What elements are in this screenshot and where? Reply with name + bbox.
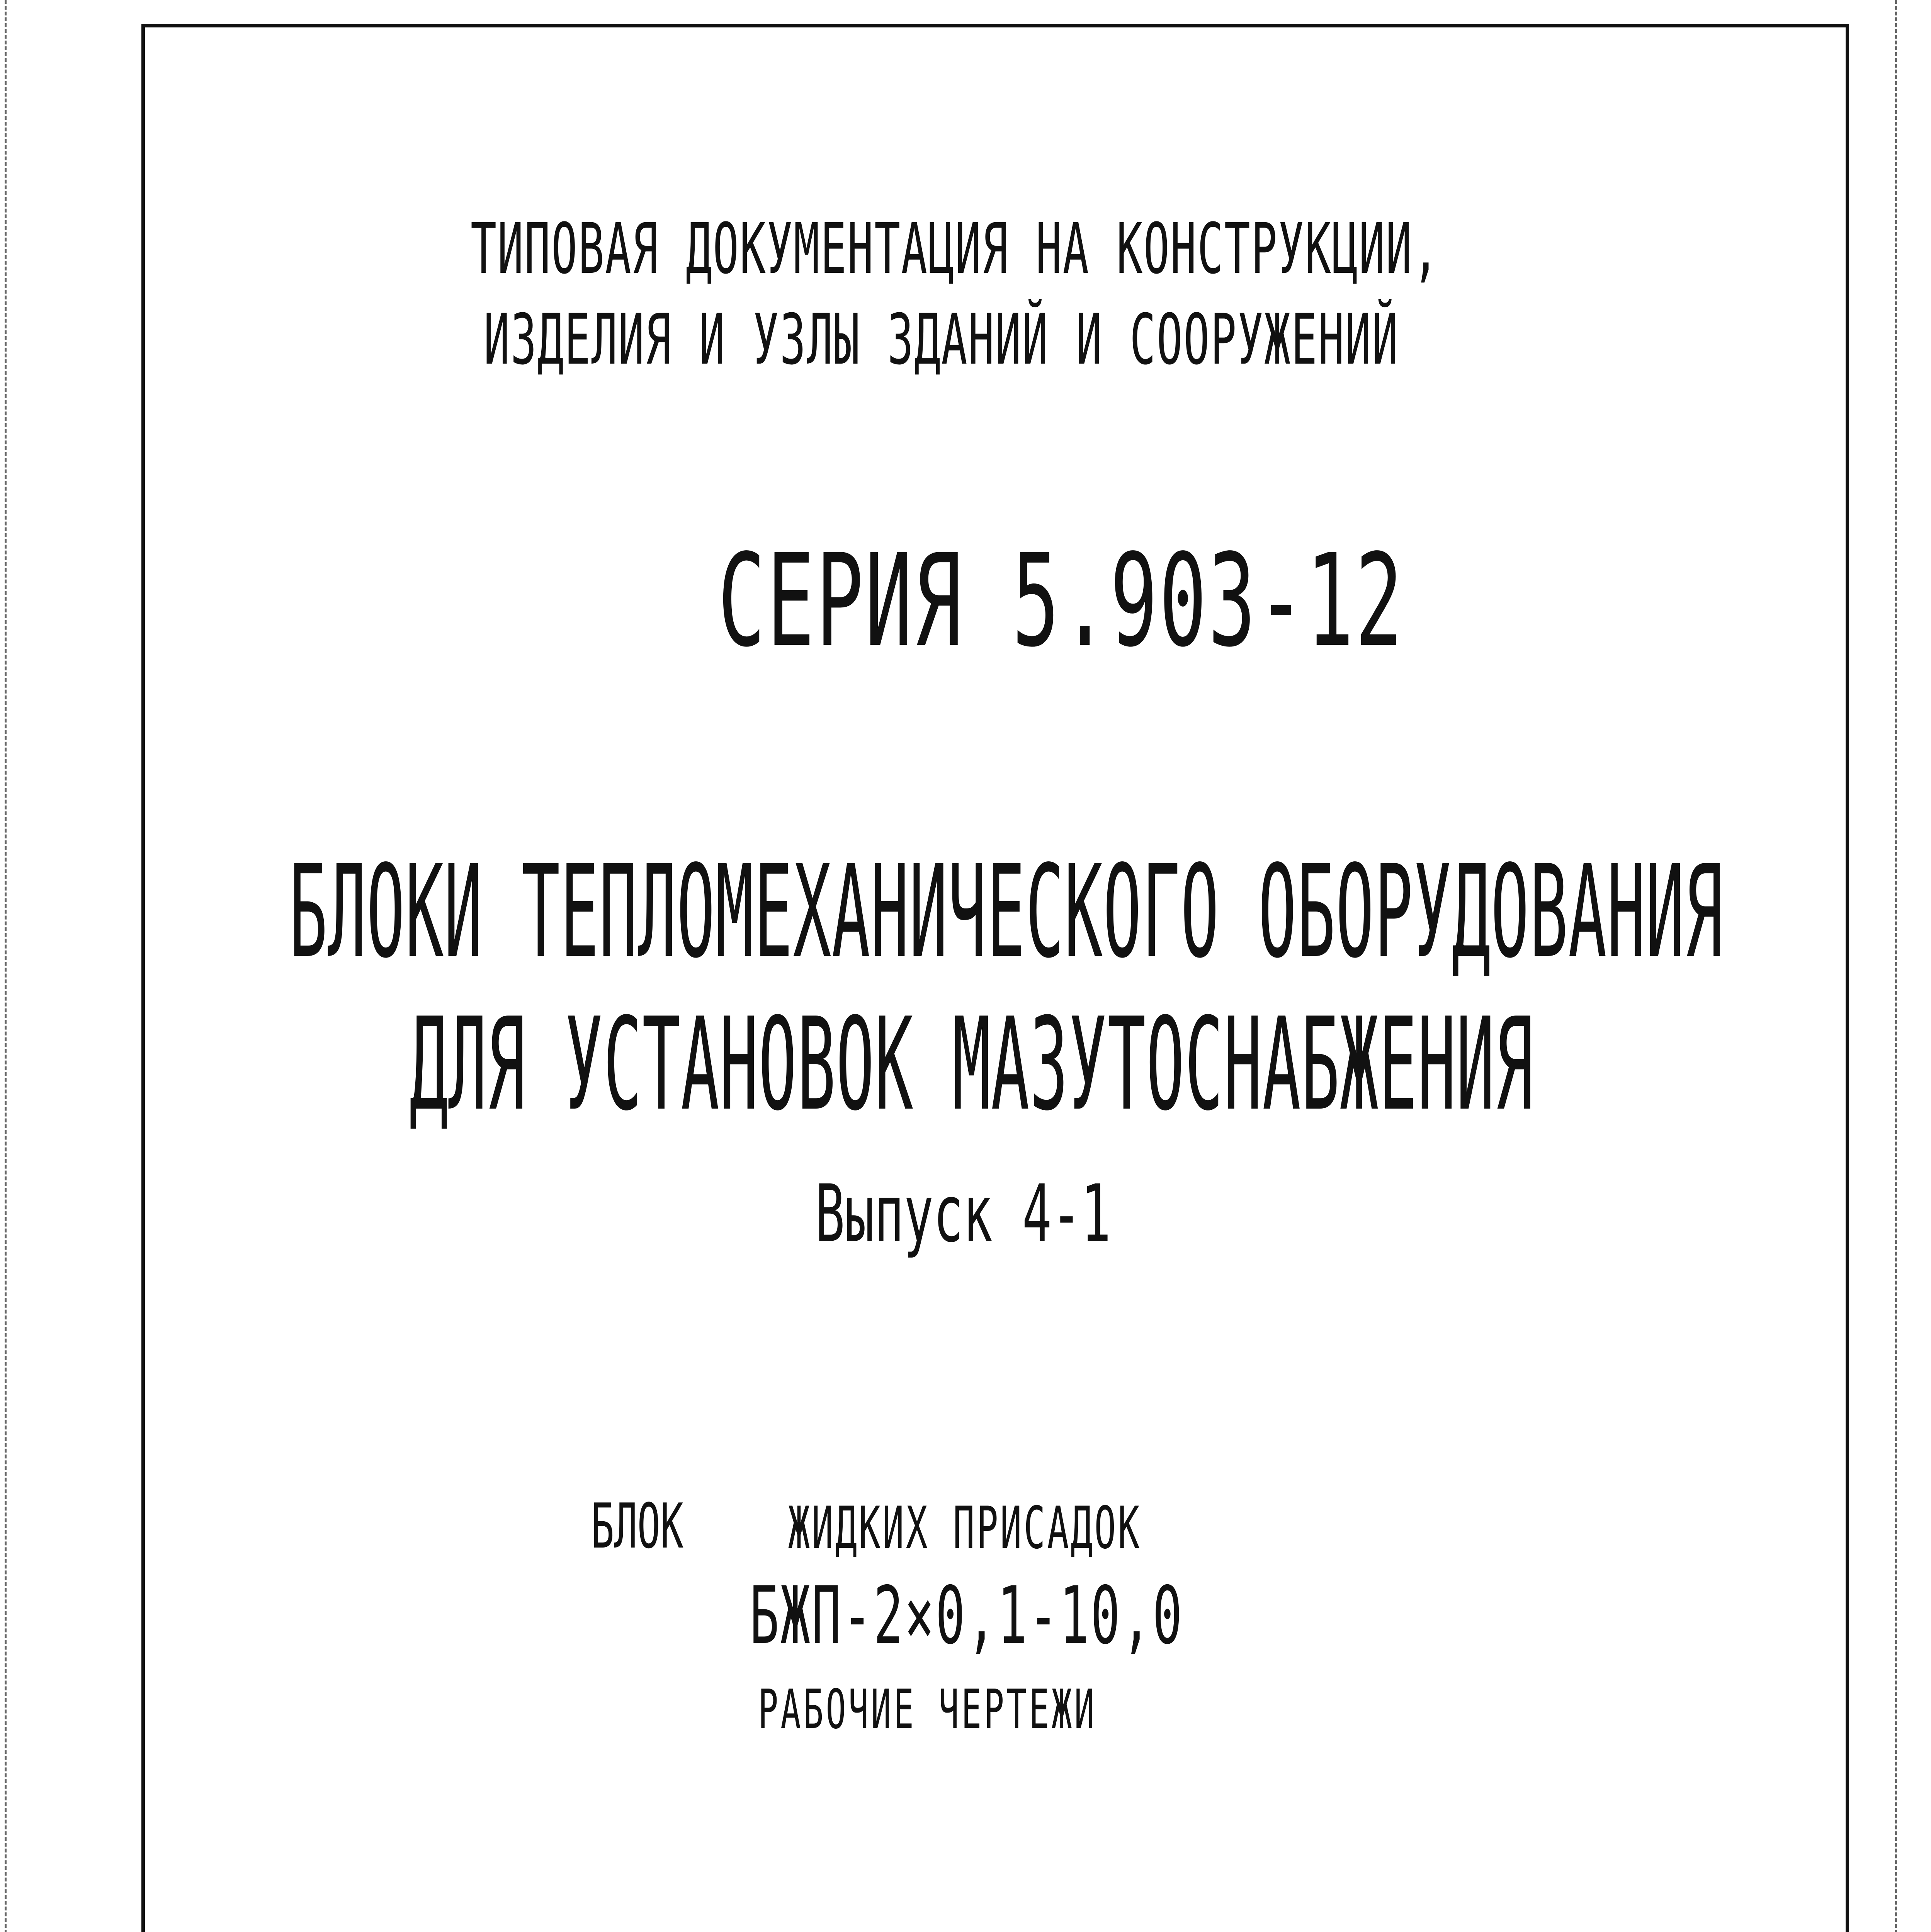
sheet-edge-right: [1895, 0, 1897, 1932]
block-word: БЛОК: [591, 1490, 683, 1562]
series-title: СЕРИЯ 5.903-12: [718, 527, 1404, 675]
block-code: БЖП-2×0,1-10,0: [750, 1570, 1184, 1662]
block-description: ЖИДКИХ ПРИСАДОК: [788, 1495, 1142, 1562]
header-line-2: ИЗДЕЛИЯ И УЗЛЫ ЗДАНИЙ И СООРУЖЕНИЙ: [484, 299, 1399, 380]
main-title-line-1: БЛОКИ ТЕПЛОМЕХАНИЧЕСКОГО ОБОРУДОВАНИЯ: [289, 838, 1724, 986]
main-title-line-2: ДЛЯ УСТАНОВОК МАЗУТОСНАБЖЕНИЯ: [410, 990, 1534, 1139]
sheet-edge-left: [5, 0, 7, 1932]
working-drawings-label: РАБОЧИЕ ЧЕРТЕЖИ: [758, 1678, 1097, 1741]
issue-number: Выпуск 4-1: [815, 1168, 1111, 1260]
header-line-1: ТИПОВАЯ ДОКУМЕНТАЦИЯ НА КОНСТРУКЦИИ,: [471, 209, 1440, 289]
